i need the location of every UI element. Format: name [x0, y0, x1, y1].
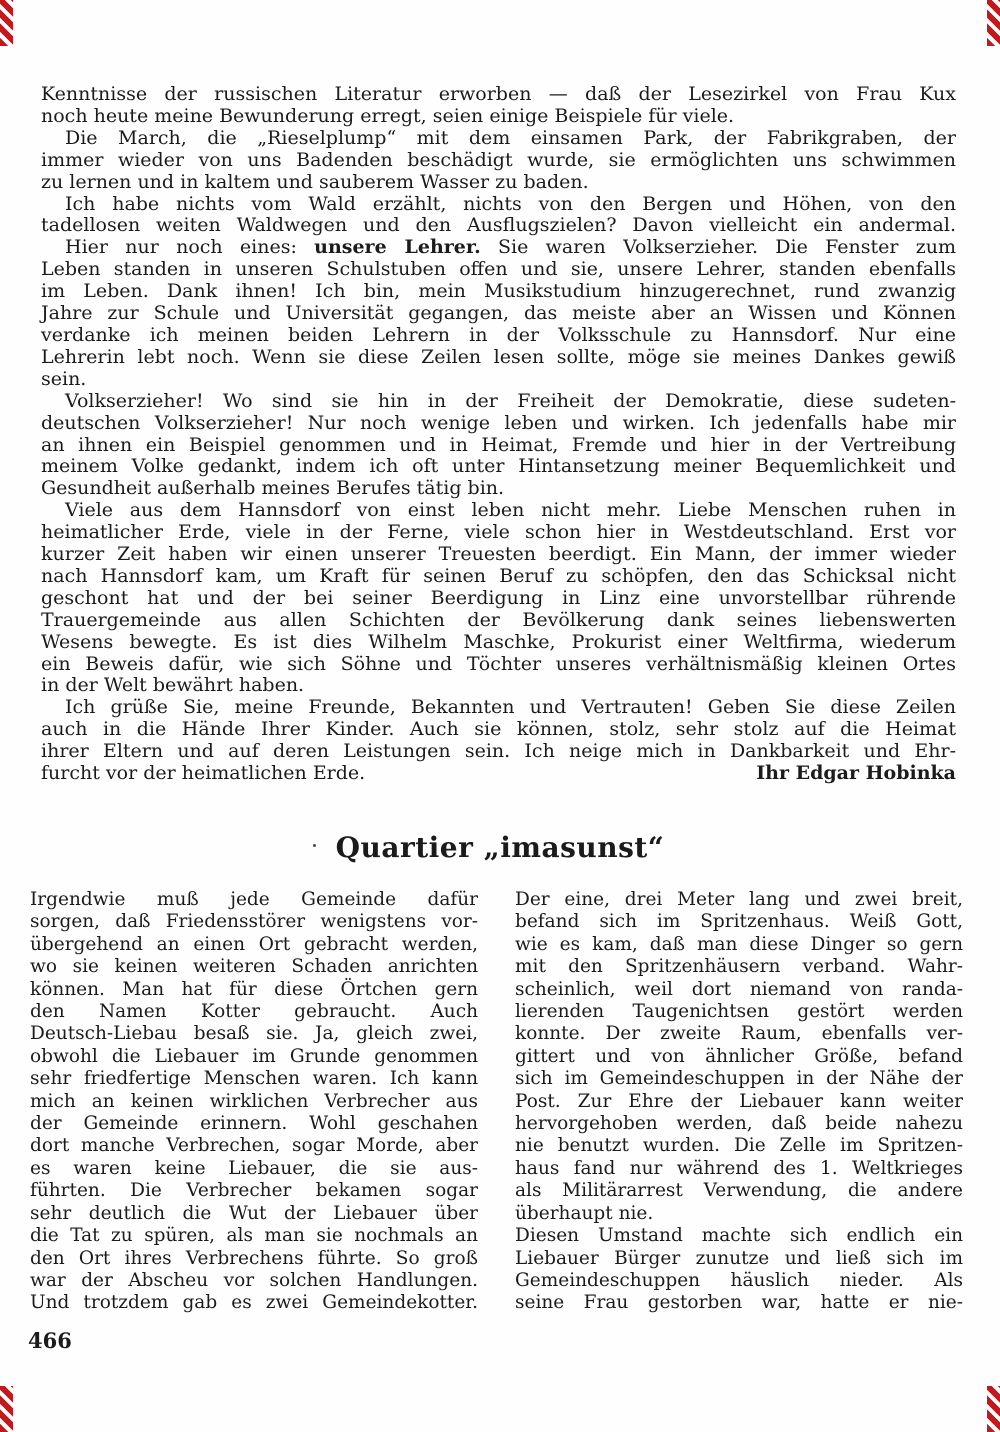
- text-line: Deutsch-Liebau besaß sie. Ja, gleich zwei,: [30, 1023, 478, 1045]
- text-line: die Tat zu spüren, als man sie nochmals an: [30, 1225, 478, 1247]
- text-line: hervorgehoben werden, daß beide nahezu: [515, 1113, 963, 1135]
- text-line: befand sich im Spritzenhaus. Weiß Gott,: [515, 911, 963, 933]
- text-line: nach Hannsdorf kam, um Kraft für seinen Beruf zu schöpfen, den das Schicksal nicht: [41, 564, 956, 587]
- text-line: noch heute meine Bewunderung erregt, seien einige Beispiele für viele.: [41, 104, 735, 127]
- text-line: als Militärarrest Verwendung, die andere: [515, 1180, 963, 1202]
- text-line: Und trotzdem gab es zwei Gemeindekotter.: [30, 1292, 478, 1314]
- text-line: überhaupt nie.: [515, 1202, 654, 1224]
- text-line: sehr friedfertige Menschen waren. Ich kann: [30, 1068, 478, 1090]
- text-line: nie benutzt wurden. Die Zelle im Spritzen-: [515, 1135, 963, 1157]
- text-line: sich im Gemeindeschuppen in der Nähe der: [515, 1068, 963, 1090]
- text-line: Der eine, drei Meter lang und zwei breit,: [515, 889, 963, 910]
- text-line: Ich habe nichts vom Wald erzählt, nichts von den Bergen und Höhen, von den: [65, 192, 956, 215]
- text-line: mich an keinen wirklichen Verbrecher aus: [30, 1090, 478, 1112]
- text-line: führten. Die Verbrecher bekamen sogar: [30, 1180, 478, 1202]
- text-line: tadellosen weiten Waldwegen und den Ausflugszielen? Davon vielleicht ein andermal.: [41, 214, 956, 237]
- text-line: haus fand nur während des 1. Weltkrieges: [515, 1157, 963, 1179]
- text-line: kurzer Zeit haben wir einen unserer Treuesten beerdigt. Ein Mann, der immer wieder: [41, 543, 956, 566]
- text-line: Liebauer Bürger zunutze und ließ sich im: [515, 1247, 963, 1269]
- text-line: es waren keine Liebauer, die sie aus-: [30, 1157, 478, 1179]
- text-line: Lehrerin lebt noch. Wenn sie diese Zeilen lesen sollte, möge sie meines Dankes gewiß: [41, 345, 956, 368]
- text-line: Jahre zur Schule und Universität gegangen, das meiste aber an Wissen und Können: [41, 302, 956, 325]
- text-line: scheinlich, weil dort niemand von randa-: [515, 978, 963, 1000]
- article-title: Quartier „imasunst“: [335, 831, 665, 864]
- text-line: Die March, die „Rieselplump“ mit dem einsamen Park, der Fabrikgraben, der: [65, 126, 956, 149]
- text-line: Ich grüße Sie, meine Freunde, Bekannten und Vertrauten! Geben Sie diese Zeilen: [65, 696, 956, 719]
- text-line: wie es kam, daß man diese Dinger so gern: [515, 933, 963, 955]
- text-line: dort manche Verbrechen, sogar Morde, aber: [30, 1135, 478, 1157]
- letter-text-block: [41, 84, 956, 785]
- text-line: ihrer Eltern und auf deren Leistungen sein. Ich neige mich in Dankbarkeit und Ehr-: [41, 740, 956, 763]
- text-line: deutschen Volkserzieher! Nur noch wenige leben und wirken. Ich jedenfalls habe mir: [41, 411, 956, 434]
- text-line: der Gemeinde erinnern. Wohl geschahen: [30, 1113, 478, 1135]
- text-line: Trauergemeinde aus allen Schichten der Bevölkerung dank seines liebenswerten: [41, 608, 956, 631]
- text-line: seine Frau gestorben war, hatte er nie-: [515, 1292, 963, 1314]
- text-line: Hier nur noch eines: unsere Lehrer. Sie waren Volkserzieher. Die Fenster zum: [65, 236, 956, 259]
- text-line: Volkserzieher! Wo sind sie hin in der Freiheit der Demokratie, diese sudeten-: [65, 389, 956, 412]
- text-line: obwohl die Liebauer im Grunde genommen: [30, 1045, 478, 1067]
- article-left-column: [30, 889, 478, 1315]
- text-line: den Namen Kotter gebraucht. Auch: [30, 1001, 478, 1023]
- text-line: auch in die Hände Ihrer Kinder. Auch sie können, stolz, sehr stolz auf die Heimat: [41, 718, 956, 741]
- text-line: Gemeindeschuppen häuslich nieder. Als: [515, 1269, 963, 1291]
- article-right-column: [515, 889, 963, 1315]
- text-line: furcht vor der heimatlichen Erde. Ihr Edgar Hobinka: [41, 762, 956, 785]
- text-line: sehr deutlich die Wut der Liebauer über: [30, 1202, 478, 1224]
- text-line: in der Welt bewährt haben.: [41, 674, 305, 697]
- text-line: wo sie keinen weiteren Schaden anrichten: [30, 956, 478, 978]
- text-line: Gesundheit außerhalb meines Berufes tätig bin.: [41, 477, 505, 500]
- text-line: Irgendwie muß jede Gemeinde dafür: [30, 889, 478, 910]
- text-line: Viele aus dem Hannsdorf von einst leben nicht mehr. Liebe Menschen ruhen in: [65, 499, 956, 522]
- text-line: war der Abscheu vor solchen Handlungen.: [30, 1269, 478, 1291]
- text-line: gittert und von ähnlicher Größe, befand: [515, 1045, 963, 1067]
- text-line: Diesen Umstand machte sich endlich ein: [515, 1225, 963, 1247]
- text-line: Kenntnisse der russischen Literatur erworben — daß der Lesezirkel von Frau Kux: [41, 83, 956, 105]
- text-line: geschont hat und der bei seiner Beerdigung in Linz eine unvorstellbar rührende: [41, 586, 956, 609]
- text-line: immer wieder von uns Badenden beschädigt wurde, sie ermöglichten uns schwimmen: [41, 148, 956, 171]
- text-line: übergehend an einen Ort gebracht werden,: [30, 933, 478, 955]
- page-number: 466: [28, 1328, 72, 1353]
- text-line: konnte. Der zweite Raum, ebenfalls ver-: [515, 1023, 963, 1045]
- corner-registration-mark-bottom-right: [987, 1386, 1000, 1432]
- text-line: ein Beweis dafür, wie sich Söhne und Töchter unseres verhältnismäßig kleinen Ortes: [41, 652, 956, 675]
- text-line: zu lernen und in kaltem und sauberem Wasser zu baden.: [41, 170, 589, 193]
- text-line: Wesens bewegte. Es ist dies Wilhelm Maschke, Prokurist einer Weltfirma, wiederum: [41, 630, 956, 653]
- text-line: an ihnen ein Beispiel genommen und in Heimat, Fremde und hier in der Vertreibung: [41, 433, 956, 456]
- text-line: Leben standen in unseren Schulstuben offen und sie, unsere Lehrer, standen ebenfalls: [41, 258, 956, 281]
- text-line: Post. Zur Ehre der Liebauer kann weiter: [515, 1090, 963, 1112]
- text-line: können. Man hat für diese Örtchen gern: [30, 978, 478, 1000]
- text-line: heimatlicher Erde, viele in der Ferne, viele schon hier in Westdeutschland. Erst vor: [41, 521, 956, 544]
- text-line: mit den Spritzenhäusern verband. Wahr-: [515, 956, 963, 978]
- text-line: im Leben. Dank ihnen! Ich bin, mein Musikstudium hinzugerechnet, rund zwanzig: [41, 280, 956, 303]
- text-line: sein.: [41, 367, 87, 390]
- text-line: sorgen, daß Friedensstörer wenigstens vor-: [30, 911, 478, 933]
- corner-registration-mark-top-left: [0, 0, 13, 46]
- text-line: lierenden Taugenichtsen gestört werden: [515, 1001, 963, 1023]
- corner-registration-mark-top-right: [987, 0, 1000, 46]
- text-line: den Ort ihres Verbrechens führte. So groß: [30, 1247, 478, 1269]
- text-line: meinem Volke gedankt, indem ich oft unter Hintansetzung meiner Bequemlichkeit und: [41, 455, 956, 478]
- text-line: verdanke ich meinen beiden Lehrern in der Volksschule zu Hannsdorf. Nur eine: [41, 323, 956, 346]
- corner-registration-mark-bottom-left: [0, 1386, 13, 1432]
